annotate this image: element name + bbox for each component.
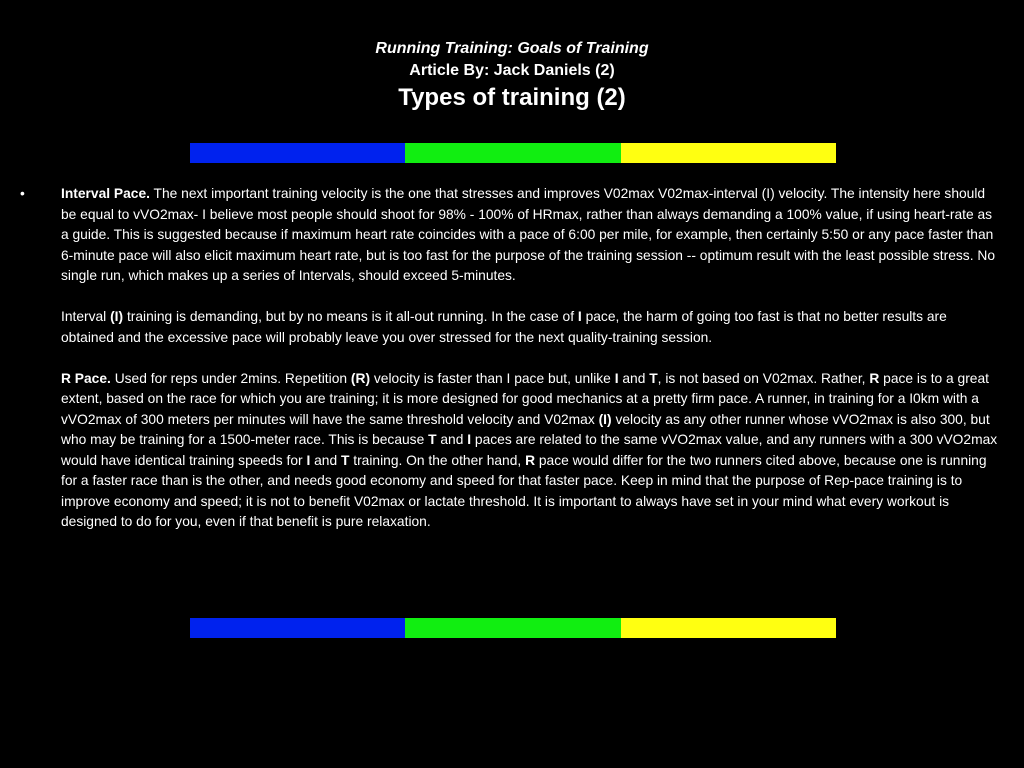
text-run: training is demanding, but by no means is it all-out running. In the case of — [123, 309, 578, 324]
text-run: and — [618, 370, 650, 386]
color-bar-green-segment — [405, 143, 620, 163]
bold-run: I — [467, 432, 472, 447]
bold-run: R — [869, 370, 880, 386]
bold-run: T — [340, 452, 350, 468]
bold-run: (I) — [598, 411, 612, 427]
bold-run: R — [525, 452, 536, 468]
bold-run: (I) — [110, 309, 124, 324]
r-pace-heading: R Pace. — [61, 370, 111, 386]
text-run: and — [310, 452, 341, 468]
article-series-title: Running Training: Goals of Training — [375, 40, 649, 57]
color-bar-green-segment — [405, 618, 620, 638]
color-bar-yellow-segment — [621, 143, 836, 163]
text-run: pace would differ for the two runners cited above, because one is running for a faster race than is the other, and needs good economy and speed for that faster pace. Keep in mind that the purpose of Rep-pace training is to improve economy and speed; it is not to benefit V02max or lactate threshold. It is important to always have set in your mind what every workout is designed to do for you, even if that benefit is pure relaxation. — [61, 452, 987, 529]
text-run: velocity is faster than I pace but, unlike — [370, 370, 615, 386]
color-bar-yellow-segment — [621, 618, 836, 638]
text-run: pace, the harm of going too fast is that no better results are obtained and the excessive pace will probably leave you over stressed for the next quality-training session. — [61, 309, 947, 345]
bold-run: T — [649, 370, 658, 386]
top-color-bar — [190, 143, 836, 163]
color-bar-blue-segment — [190, 143, 405, 163]
interval-pace-paragraph — [61, 184, 1001, 287]
bold-run: T — [428, 432, 437, 447]
bold-run: I — [577, 309, 582, 324]
text-run: pace is to a great extent, based on the race for which you are training; it is more designed for good mechanics at a pretty firm pace. A runner, in training for a I0km with a vVO2max of 300 meters per minutes will have the same threshold velocity and V02max — [61, 370, 989, 427]
bottom-color-bar — [190, 618, 836, 638]
text-run: Used for reps under 2mins. Repetition — [110, 370, 351, 386]
article-byline: Article By: Jack Daniels (2) — [409, 62, 615, 79]
r-pace-paragraph — [61, 369, 1001, 533]
bold-run: I — [306, 452, 311, 468]
bullet-marker: • — [20, 186, 25, 201]
interval-pace-heading: Interval Pace. — [61, 186, 150, 201]
text-run: training. On the other hand, — [349, 452, 526, 468]
text-run: , is not based on V02max. Rather, — [657, 370, 870, 386]
bold-run: (R) — [350, 370, 371, 386]
text-run: Interval — [61, 309, 111, 324]
slide-body — [20, 184, 1001, 533]
slide-header — [0, 38, 1024, 114]
text-run: paces are related to the same vVO2max value, and any runners with a 300 vVO2max would have identical training speeds for — [61, 432, 998, 468]
interval-pace-text: The next important training velocity is the one that stresses and improves V02max V02max-interval (I) velocity. The intensity here should be equal to vVO2max- I believe most people should shoot for 98% - 100% of HRmax, rather than always demanding a 100% value, if using heart-rate as a guide. This is suggested because if maximum heart rate coincides with a pace of 6:00 per mile, for example, then certainly 5:50 or any pace faster than 6-minute pace will also elicit maximum heart rate, but is too fast for the purpose of the training session -- optimum result with the least possible stress. No single run, which makes up a series of Intervals, should exceed 5-minutes. — [61, 186, 995, 283]
interval-training-paragraph — [61, 307, 1001, 348]
color-bar-blue-segment — [190, 618, 405, 638]
text-run: and — [436, 432, 468, 447]
bold-run: I — [614, 370, 619, 386]
slide-title: Types of training (2) — [398, 84, 626, 111]
text-run: velocity as any other runner whose vVO2max is also 300, but who may be training for a 1500-meter race. This is because — [61, 411, 990, 447]
